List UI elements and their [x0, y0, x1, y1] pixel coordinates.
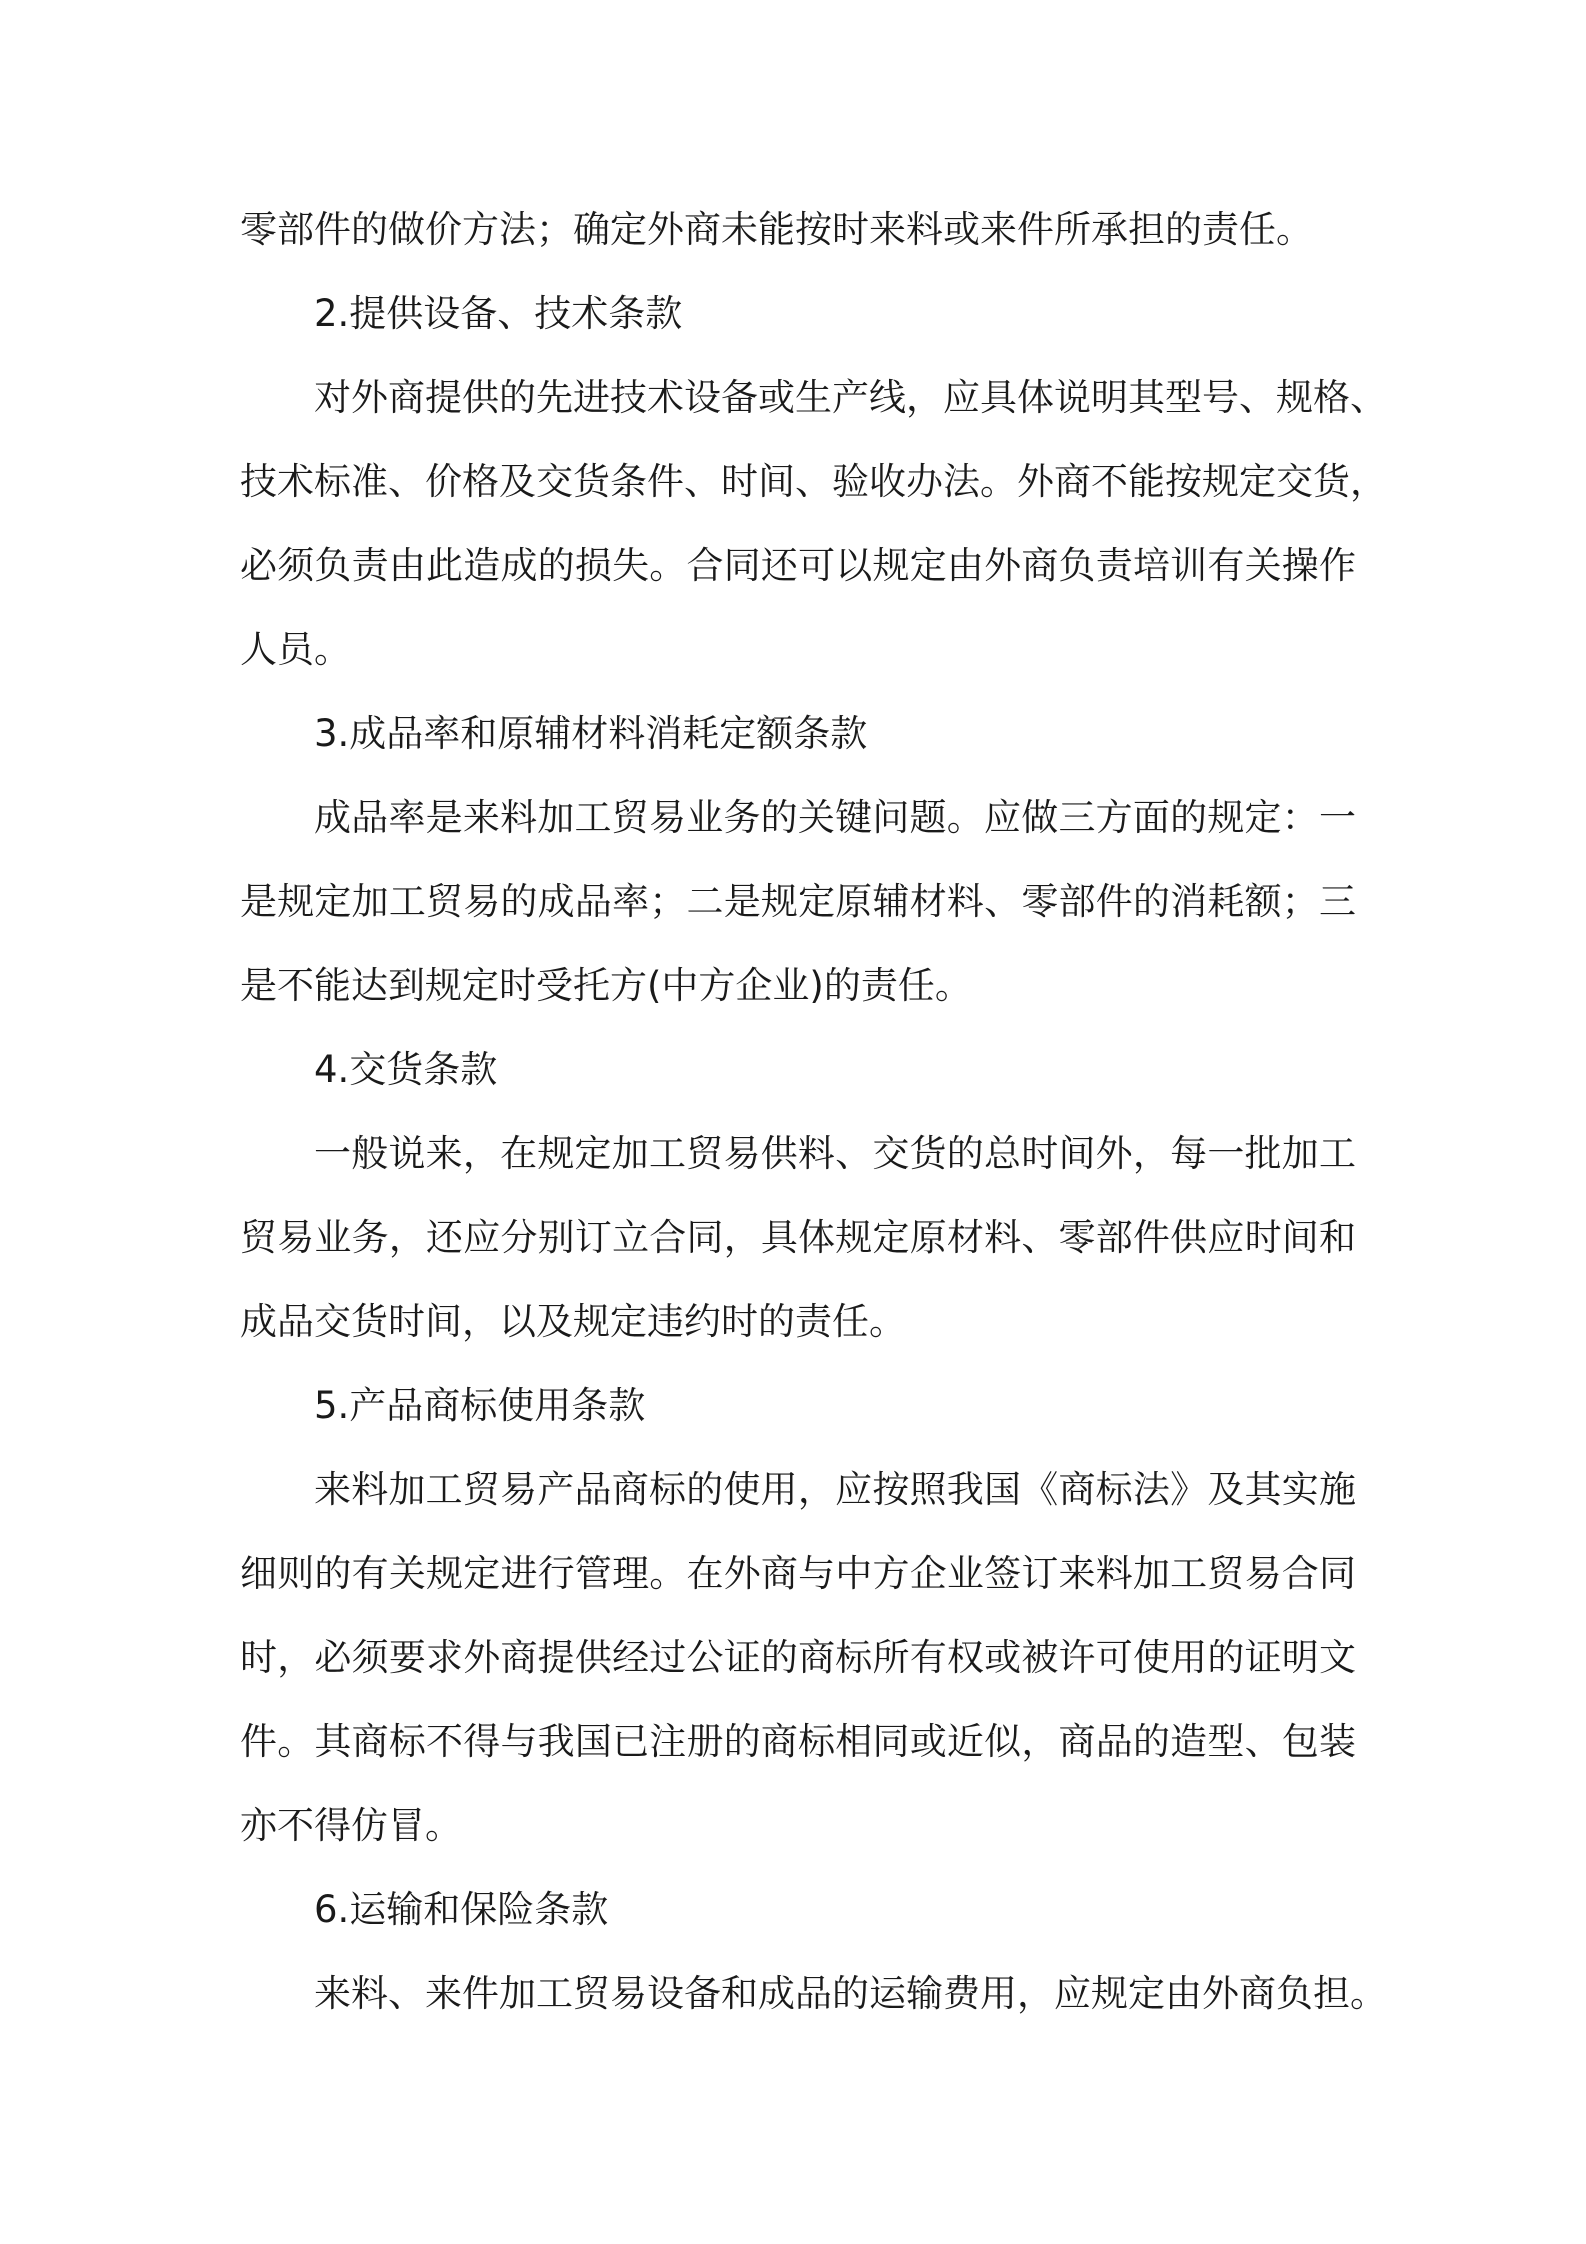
body-line: 对外商提供的先进技术设备或生产线，应具体说明其型号、规格、	[314, 376, 1387, 419]
body-line: 成品率是来料加工贸易业务的关键问题。应做三方面的规定：一	[314, 796, 1356, 839]
body-line: 零部件的做价方法；确定外商未能按时来料或来件所承担的责任。	[240, 208, 1313, 251]
body-line: 成品交货时间，以及规定违约时的责任。	[240, 1300, 906, 1343]
body-line: 是规定加工贸易的成品率；二是规定原辅材料、零部件的消耗额；三	[240, 880, 1356, 923]
body-line: 来料、来件加工贸易设备和成品的运输费用，应规定由外商负担。	[314, 1972, 1387, 2015]
section-heading: 4.交货条款	[314, 1048, 498, 1091]
section-heading: 3.成品率和原辅材料消耗定额条款	[314, 712, 868, 755]
body-line: 贸易业务，还应分别订立合同，具体规定原材料、零部件供应时间和	[240, 1216, 1356, 1259]
body-line: 件。其商标不得与我国已注册的商标相同或近似，商品的造型、包装	[240, 1720, 1356, 1763]
body-line: 亦不得仿冒。	[240, 1804, 462, 1847]
body-line: 一般说来，在规定加工贸易供料、交货的总时间外，每一批加工	[314, 1132, 1356, 1175]
section-heading: 2.提供设备、技术条款	[314, 292, 683, 335]
body-line: 必须负责由此造成的损失。合同还可以规定由外商负责培训有关操作	[240, 544, 1356, 587]
document-page	[240, 200, 1387, 2048]
body-line: 技术标准、价格及交货条件、时间、验收办法。外商不能按规定交货，	[240, 460, 1387, 503]
body-line: 来料加工贸易产品商标的使用，应按照我国《商标法》及其实施	[314, 1468, 1356, 1511]
section-heading: 6.运输和保险条款	[314, 1888, 609, 1931]
body-line: 人员。	[240, 628, 351, 671]
section-heading: 5.产品商标使用条款	[314, 1384, 646, 1427]
body-line: 细则的有关规定进行管理。在外商与中方企业签订来料加工贸易合同	[240, 1552, 1356, 1595]
body-line: 是不能达到规定时受托方(中方企业)的责任。	[240, 964, 972, 1007]
body-line: 时，必须要求外商提供经过公证的商标所有权或被许可使用的证明文	[240, 1636, 1356, 1679]
